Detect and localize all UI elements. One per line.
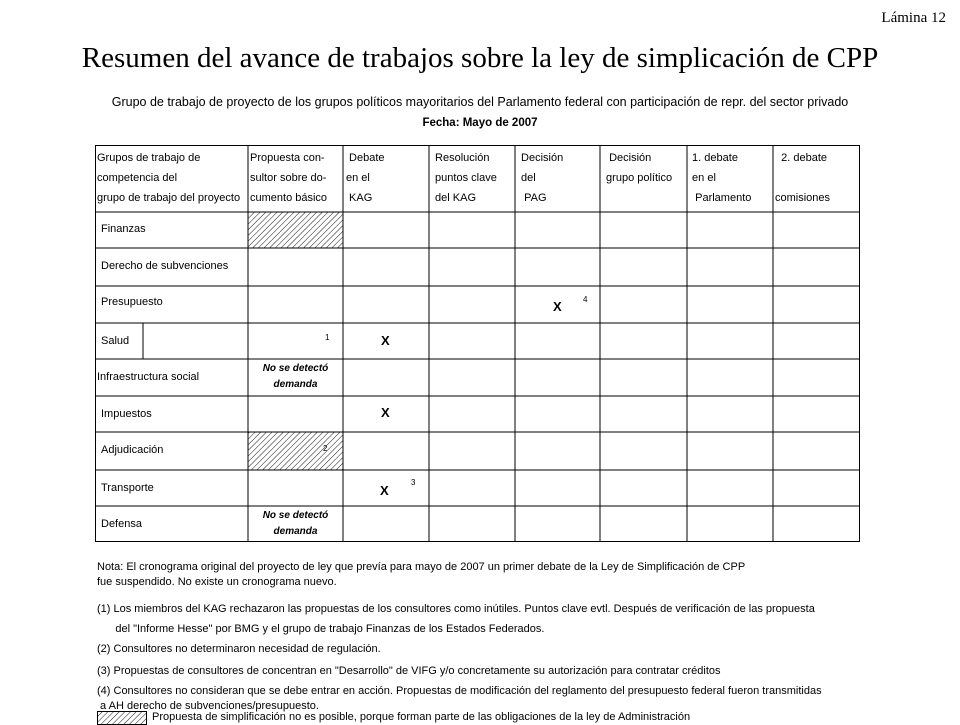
nota-line1: Nota: El cronograma original del proyecto de ley que prevía para mayo de 2007 un primer debate de la Ley de Simplificación de CPP xyxy=(97,561,746,573)
no-demand-line2: demanda xyxy=(273,526,318,537)
hatched-cell-adjudicacion xyxy=(248,432,343,470)
header-resolution-kag xyxy=(432,148,497,208)
note-2: (2) Consultores no determinaron necesidad de regulación. xyxy=(97,643,381,655)
no-demand-line2: demanda xyxy=(273,379,318,390)
mark-salud-debate-kag: X xyxy=(381,333,390,348)
header-text: 1. debate xyxy=(689,152,738,164)
footnote-ref-3: 3 xyxy=(411,478,416,487)
header-text: 2. debate xyxy=(775,152,827,164)
hatch-legend-text: Propuesta de simplificación no es posible, porque forman parte de las obligaciones de la ley de Administración xyxy=(152,711,691,723)
header-text: en el xyxy=(689,172,716,184)
page-title: Resumen del avance de trabajos sobre la ley de simplicación de CPP xyxy=(81,42,879,74)
header-text: Parlamento xyxy=(689,192,752,204)
progress-table xyxy=(95,145,860,542)
header-text: del KAG xyxy=(432,192,477,204)
header-text: cumento básico xyxy=(250,192,328,204)
header-text: Decisión xyxy=(603,152,652,164)
header-text: PAG xyxy=(518,192,547,204)
header-text: sultor sobre do- xyxy=(250,172,327,184)
note-3: (3) Propuestas de consultores de concentran en "Desarrollo" de VIFG y/o concretamente su autorización para contratar créditos xyxy=(97,665,721,677)
header-text: Propuesta con- xyxy=(250,152,325,164)
header-decision-pag xyxy=(518,148,563,208)
header-text: grupo político xyxy=(603,172,673,184)
row-label-transporte: Transporte xyxy=(101,482,154,494)
header-text: competencia del xyxy=(97,172,178,184)
hatched-cell-finanzas xyxy=(248,212,343,248)
no-demand-infraestructura xyxy=(248,361,343,393)
row-label-presupuesto: Presupuesto xyxy=(101,296,163,308)
header-text: en el xyxy=(346,172,370,184)
header-first-debate xyxy=(689,148,751,208)
header-text: KAG xyxy=(346,192,373,204)
note-4-line1: (4) Consultores no consideran que se debe entrar en acción. Propuestas de modificación del reglamento del presupuesto federal fueron transmitidas xyxy=(97,685,822,697)
header-debate-kag xyxy=(346,148,385,208)
row-label-derecho-subvenciones: Derecho de subvenciones xyxy=(101,260,229,272)
header-text: comisiones xyxy=(775,192,831,204)
note-4-line2: a AH derecho de subvenciones/presupuesto. xyxy=(97,700,319,712)
header-text: Decisión xyxy=(518,152,564,164)
header-text: Debate xyxy=(346,152,385,164)
footnote-ref-2: 2 xyxy=(323,444,328,453)
header-text: Grupos de trabajo de xyxy=(97,152,201,164)
header-text: grupo de trabajo del proyecto xyxy=(97,192,241,204)
hatch-legend-swatch xyxy=(97,711,147,725)
header-text: del xyxy=(518,172,536,184)
no-demand-defensa xyxy=(248,508,343,540)
no-demand-line1: No se detectó xyxy=(262,363,329,374)
row-label-defensa: Defensa xyxy=(101,518,142,530)
nota-line2: fue suspendido. No existe un cronograma nuevo. xyxy=(97,576,337,588)
footnote-ref-1: 1 xyxy=(325,333,330,342)
no-demand-line1: No se detectó xyxy=(262,510,329,521)
header-proposal xyxy=(250,148,327,208)
header-text: puntos clave xyxy=(432,172,497,184)
row-label-infraestructura-social: Infraestructura social xyxy=(97,371,200,383)
row-label-adjudicacion: Adjudicación xyxy=(101,444,164,456)
date-line: Fecha: Mayo de 2007 xyxy=(422,117,538,129)
subtitle: Grupo de trabajo de proyecto de los grupos políticos mayoritarios del Parlamento federal con participación de repr. del sector privado xyxy=(111,95,849,109)
row-label-salud: Salud xyxy=(101,335,130,347)
header-text: Resolución xyxy=(432,152,490,164)
header-workgroup xyxy=(97,148,240,208)
note-1-line2: del "Informe Hesse" por BMG y el grupo de trabajo Finanzas de los Estados Federados. xyxy=(97,623,545,635)
mark-transporte-debate-kag: X xyxy=(380,483,389,498)
footnote-ref-4: 4 xyxy=(583,295,588,304)
mark-impuestos-debate-kag: X xyxy=(381,405,390,420)
slide-number: Lámina 12 xyxy=(881,10,946,26)
mark-presupuesto-decision-pag: X xyxy=(553,299,562,314)
note-1-line1: (1) Los miembros del KAG rechazaron las propuestas de los consultores como inútiles. Puntos clave evtl. Después de verificación de las propuesta xyxy=(97,603,815,615)
header-second-debate xyxy=(775,148,830,208)
row-label-finanzas: Finanzas xyxy=(101,223,146,235)
header-decision-group xyxy=(603,148,672,188)
row-label-impuestos: Impuestos xyxy=(101,408,152,420)
